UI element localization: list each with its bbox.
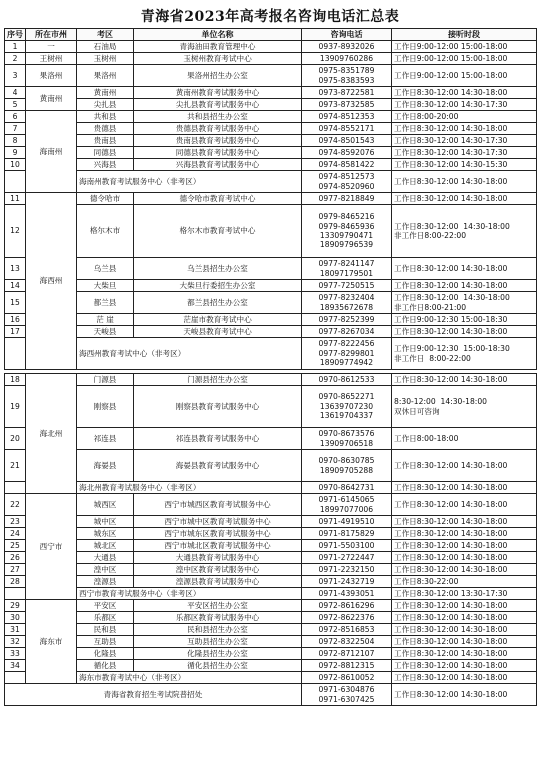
table-cell: 工作日8:30-12:00 14:30-18:00: [392, 516, 537, 528]
table-cell: 工作日8:30-12:00 14:30-18:00: [392, 123, 537, 135]
table-row: [5, 292, 537, 314]
table-cell: 德令哈市教育考试中心: [134, 193, 302, 205]
table-cell: 共和县: [77, 111, 134, 123]
table-cell: 28: [5, 576, 26, 588]
table-cell: 22: [5, 494, 26, 516]
table-cell: 民和县招生办公室: [134, 624, 302, 636]
table-row: [5, 450, 537, 482]
table-cell: 果洛州: [26, 65, 77, 87]
table-cell: 湟中区教育考试服务中心: [134, 564, 302, 576]
table-cell: 0972-8622376: [302, 612, 392, 624]
table-cell: 0971-2722447: [302, 552, 392, 564]
table-cell: 黄南州: [77, 87, 134, 99]
table-cell: 工作日9:00-12:00 15:00-18:00: [392, 65, 537, 87]
table-row: [5, 494, 537, 516]
table-cell: [5, 588, 26, 600]
table-cell: 0970-8673576 13909706518: [302, 428, 392, 450]
table-row: [5, 482, 537, 494]
table-cell: 工作日9:00-12:00 15:00-18:00: [392, 53, 537, 65]
table-cell: 同德县: [77, 147, 134, 159]
table-row: [5, 99, 537, 111]
table-cell: 0977-7250515: [302, 280, 392, 292]
table-cell: 民和县: [77, 624, 134, 636]
table-cell: 城北区: [77, 540, 134, 552]
table-cell: 海南州: [26, 111, 77, 193]
table-cell: 城西区: [77, 494, 134, 516]
table-row: [5, 374, 537, 386]
table-row: [5, 326, 537, 338]
table-cell: 0973-8722581: [302, 87, 392, 99]
table-cell: 7: [5, 123, 26, 135]
table-row: [5, 648, 537, 660]
table-cell: 13: [5, 258, 26, 280]
table-cell: 王树州: [26, 53, 77, 65]
table-cell: 化隆县招生办公室: [134, 648, 302, 660]
table-cell: 工作日8:30-12:00 14:30-18:00: [392, 684, 537, 706]
table-cell: 工作日8:30-12:00 14:30-18:00: [392, 374, 537, 386]
table-cell: 门源县招生办公室: [134, 374, 302, 386]
table-cell: 10: [5, 159, 26, 171]
table-cell: 西宁市城东区教育考试服务中心: [134, 528, 302, 540]
table-cell: 0972-8812315: [302, 660, 392, 672]
table-cell: 果洛州: [77, 65, 134, 87]
table-cell: 13909760286: [302, 53, 392, 65]
table-cell: 海西州: [26, 193, 77, 370]
table-cell: 都兰县招生办公室: [134, 292, 302, 314]
table-cell: 15: [5, 292, 26, 314]
table-cell: 工作日8:30-12:00 14:30-18:00: [392, 552, 537, 564]
table-cell: 玉树州教育考试中心: [134, 53, 302, 65]
table-row: [5, 600, 537, 612]
table-cell: 互助县招生办公室: [134, 636, 302, 648]
table-cell: 乐都区: [77, 612, 134, 624]
table-cell: 0979-8465216 0979-8465936 13309790471 18909796539: [302, 205, 392, 258]
table-cell: 格尔木市: [77, 205, 134, 258]
table-cell: 湟源县: [77, 576, 134, 588]
table-cell: 33: [5, 648, 26, 660]
table-cell: 25: [5, 540, 26, 552]
table-cell: 0974-8512353: [302, 111, 392, 123]
table-row: [5, 111, 537, 123]
table-cell: 德令哈市: [77, 193, 134, 205]
table-cell: 城中区: [77, 516, 134, 528]
table-cell: 海东市: [26, 600, 77, 684]
header-exam-area: 考区: [77, 29, 134, 41]
header-seq: 序号: [5, 29, 26, 41]
table-cell: 祁连县教育考试服务中心: [134, 428, 302, 450]
table-cell: 23: [5, 516, 26, 528]
table-cell: 工作日9:00-12:30 15:00-18:30 非工作日 8:00-22:00: [392, 338, 537, 370]
table-row: [5, 135, 537, 147]
table-cell: 工作日8:30-12:00 14:30-18:00: [392, 540, 537, 552]
table-cell: 工作日8:30-12:00 14:30-18:00: [392, 450, 537, 482]
table-cell: 工作日8:30-12:00 14:30-18:00: [392, 624, 537, 636]
table-cell: 0977-8218849: [302, 193, 392, 205]
table-cell: 茫 崖: [77, 314, 134, 326]
table-row: [5, 612, 537, 624]
table-cell: 工作日8:30-12:00 14:30-18:00: [392, 672, 537, 684]
table-row: [5, 428, 537, 450]
table-cell: 青海省教育招生考试院普招处: [5, 684, 302, 706]
table-cell: 工作日8:30-12:00 14:30-18:00: [392, 648, 537, 660]
table-cell: 0970-8630785 18909705288: [302, 450, 392, 482]
table-cell: 3: [5, 65, 26, 87]
table-row: [5, 258, 537, 280]
table-cell: 工作日8:30-12:00 14:30-18:00 非工作日8:00-22:00: [392, 205, 537, 258]
contact-table-part-1: [4, 28, 537, 370]
table-row: [5, 338, 537, 370]
table-cell: 湟源县教育考试服务中心: [134, 576, 302, 588]
table-row: [5, 684, 537, 706]
table-row: [5, 576, 537, 588]
table-cell: 0970-8652271 13639707230 13619704337: [302, 386, 392, 428]
table-cell: 海东市教育考试中心（非考区）: [77, 672, 302, 684]
table-cell: 34: [5, 660, 26, 672]
table-cell: 循化县: [77, 660, 134, 672]
table-cell: 贵南县教育考试服务中心: [134, 135, 302, 147]
table-cell: 11: [5, 193, 26, 205]
header-unit-name: 单位名称: [134, 29, 302, 41]
table-cell: 17: [5, 326, 26, 338]
table-cell: 0972-8516853: [302, 624, 392, 636]
table-cell: 工作日8:30-12:00 14:30-18:00: [392, 636, 537, 648]
header-row: [5, 29, 537, 41]
table-cell: 0977-8232404 18935672678: [302, 292, 392, 314]
table-cell: 大柴旦: [77, 280, 134, 292]
table-cell: 工作日8:30-12:00 14:30-18:00: [392, 171, 537, 193]
table-cell: 0974-8512573 0974-8520960: [302, 171, 392, 193]
table-cell: 0972-8610052: [302, 672, 392, 684]
table-cell: 工作日8:30-12:00 14:30-18:00: [392, 660, 537, 672]
table-cell: 0972-8616296: [302, 600, 392, 612]
table-cell: [5, 482, 26, 494]
table-cell: 0971-2232150: [302, 564, 392, 576]
table-row: [5, 147, 537, 159]
table-row: [5, 516, 537, 528]
table-row: [5, 53, 537, 65]
table-cell: 19: [5, 386, 26, 428]
table-cell: 工作日8:00-18:00: [392, 428, 537, 450]
table-cell: 大柴旦行委招生办公室: [134, 280, 302, 292]
table-cell: 海西州教育考试中心（非考区）: [77, 338, 302, 370]
table-cell: 兴海县: [77, 159, 134, 171]
header-hours: 接听时段: [392, 29, 537, 41]
table-row: [5, 314, 537, 326]
table-cell: 0971-8175829: [302, 528, 392, 540]
table-cell: 尖扎县教育考试服务中心: [134, 99, 302, 111]
table-cell: 工作日8:30-12:00 14:30-18:00: [392, 494, 537, 516]
table-cell: 共和县招生办公室: [134, 111, 302, 123]
table-cell: 互助县: [77, 636, 134, 648]
table-cell: 0977-8267034: [302, 326, 392, 338]
table-cell: 西宁市教育考试服务中心（非考区）: [77, 588, 302, 600]
table-row: [5, 123, 537, 135]
table-cell: 工作日8:30-12:00 14:30-18:00: [392, 600, 537, 612]
table-cell: 21: [5, 450, 26, 482]
table-cell: 格尔木市教育考试中心: [134, 205, 302, 258]
table-cell: 天峻县教育考试中心: [134, 326, 302, 338]
table-cell: 0972-8712107: [302, 648, 392, 660]
table-cell: 工作日8:30-12:00 14:30-18:00: [392, 564, 537, 576]
table-cell: 工作日8:30-12:00 14:30-18:00: [392, 87, 537, 99]
table-row: [5, 87, 537, 99]
table-row: [5, 65, 537, 87]
table-cell: 6: [5, 111, 26, 123]
table-cell: 工作日8:30-12:00 14:30-17:30: [392, 99, 537, 111]
table-cell: 兴海县教育考试服务中心: [134, 159, 302, 171]
table-cell: 工作日8:30-12:00 13:30-17:30: [392, 588, 537, 600]
table-cell: 乌兰县招生办公室: [134, 258, 302, 280]
table-cell: 西宁市: [26, 494, 77, 600]
table-cell: 茫崖市教育考试中心: [134, 314, 302, 326]
table-cell: 城东区: [77, 528, 134, 540]
table-row: [5, 171, 537, 193]
table-cell: 乐都区教育考试服务中心: [134, 612, 302, 624]
table-cell: 0970-8642731: [302, 482, 392, 494]
table-cell: 0977-8252399: [302, 314, 392, 326]
table-cell: 黄南州: [26, 87, 77, 111]
table-cell: 14: [5, 280, 26, 292]
table-cell: 工作日8:00-20:00: [392, 111, 537, 123]
table-row: [5, 386, 537, 428]
table-cell: 工作日8:30-12:00 14:30-17:30: [392, 147, 537, 159]
table-row: [5, 672, 537, 684]
table-cell: 0971-5503100: [302, 540, 392, 552]
table-cell: 24: [5, 528, 26, 540]
table-cell: 工作日8:30-12:00 14:30-18:00: [392, 193, 537, 205]
table-cell: 贵德县: [77, 123, 134, 135]
table-cell: 黄南州教育考试服务中心: [134, 87, 302, 99]
table-cell: 工作日8:30-12:00 14:30-18:00: [392, 258, 537, 280]
table-cell: 32: [5, 636, 26, 648]
table-cell: 27: [5, 564, 26, 576]
table-row: [5, 552, 537, 564]
table-row: [5, 624, 537, 636]
table-cell: 5: [5, 99, 26, 111]
table-cell: 贵南县: [77, 135, 134, 147]
table-cell: 天峻县: [77, 326, 134, 338]
table-cell: 大通县: [77, 552, 134, 564]
table-cell: 青海油田教育管理中心: [134, 41, 302, 53]
table-cell: 化隆县: [77, 648, 134, 660]
table-cell: 0972-8322504: [302, 636, 392, 648]
table-cell: 平安区: [77, 600, 134, 612]
header-prefecture: 所在市州: [26, 29, 77, 41]
table-cell: 都兰县: [77, 292, 134, 314]
table-cell: 乌兰县: [77, 258, 134, 280]
table-cell: 果洛州招生办公室: [134, 65, 302, 87]
table-cell: 0971-4393051: [302, 588, 392, 600]
table-cell: 0977-8241147 18097179501: [302, 258, 392, 280]
table-cell: [5, 672, 26, 684]
table-cell: 工作日8:30-12:00 14:30-18:00: [392, 612, 537, 624]
table-cell: 工作日8:30-12:00 14:30-18:00: [392, 482, 537, 494]
table-cell: 工作日8:30-12:00 14:30-15:30: [392, 159, 537, 171]
table-cell: 西宁市城中区教育考试服务中心: [134, 516, 302, 528]
table-cell: 平安区招生办公室: [134, 600, 302, 612]
header-phone: 咨询电话: [302, 29, 392, 41]
table-cell: 刚察县: [77, 386, 134, 428]
table-cell: 18: [5, 374, 26, 386]
table-cell: 0970-8612533: [302, 374, 392, 386]
table-cell: 0971-6145065 18997077006: [302, 494, 392, 516]
table-cell: [5, 338, 26, 370]
table-cell: 0974-8501543: [302, 135, 392, 147]
table-row: [5, 660, 537, 672]
table-cell: 8: [5, 135, 26, 147]
table-cell: 同德县教育考试服务中心: [134, 147, 302, 159]
table-cell: 4: [5, 87, 26, 99]
table-cell: 0974-8581422: [302, 159, 392, 171]
table-row: [5, 528, 537, 540]
table-cell: 海晏县: [77, 450, 134, 482]
contact-table-part-2: [4, 373, 537, 706]
table-cell: 海南州教育考试服务中心（非考区）: [77, 171, 302, 193]
table-cell: 工作日8:30-12:00 14:30-18:00 非工作日8:00-21:00: [392, 292, 537, 314]
table-row: [5, 540, 537, 552]
table-cell: 30: [5, 612, 26, 624]
table-cell: 西宁市城西区教育考试服务中心: [134, 494, 302, 516]
table-cell: 门源县: [77, 374, 134, 386]
table-cell: 2: [5, 53, 26, 65]
table-cell: 工作日9:00-12:30 15:00-18:30: [392, 314, 537, 326]
table-cell: 西宁市城北区教育考试服务中心: [134, 540, 302, 552]
table-cell: 玉树州: [77, 53, 134, 65]
table-row: [5, 205, 537, 258]
table-cell: 29: [5, 600, 26, 612]
table-cell: 石油局: [77, 41, 134, 53]
table-cell: 0971-2432719: [302, 576, 392, 588]
table-cell: 祁连县: [77, 428, 134, 450]
table-row: [5, 159, 537, 171]
table-cell: 0975-8351789 0975-8383593: [302, 65, 392, 87]
table-cell: [5, 171, 26, 193]
table-cell: 0974-8552171: [302, 123, 392, 135]
table-cell: 海北州教育考试服务中心（非考区）: [77, 482, 302, 494]
table-cell: 尖扎县: [77, 99, 134, 111]
table-cell: 12: [5, 205, 26, 258]
table-cell: 31: [5, 624, 26, 636]
table-cell: 0937-8932026: [302, 41, 392, 53]
table-cell: 16: [5, 314, 26, 326]
table-cell: 工作日8:30-12:00 14:30-17:30: [392, 135, 537, 147]
table-row: [5, 280, 537, 292]
table-cell: 工作日8:30-12:00 14:30-18:00: [392, 280, 537, 292]
table-row: [5, 193, 537, 205]
table-cell: 9: [5, 147, 26, 159]
table-row: [5, 636, 537, 648]
page-title: 青海省2023年高考报名咨询电话汇总表: [140, 9, 400, 25]
table-row: [5, 588, 537, 600]
table-cell: 刚察县教育考试服务中心: [134, 386, 302, 428]
table-cell: 0977-8222456 0977-8299801 18909774942: [302, 338, 392, 370]
table-cell: 8:30-12:00 14:30-18:00 双休日可咨询: [392, 386, 537, 428]
table-cell: 循化县招生办公室: [134, 660, 302, 672]
table-cell: 一: [26, 41, 77, 53]
table-cell: 工作日8:30-22:00: [392, 576, 537, 588]
table-cell: 海晏县教育考试服务中心: [134, 450, 302, 482]
table-cell: 贵德县教育考试服务中心: [134, 123, 302, 135]
table-row: [5, 564, 537, 576]
table-cell: 大通县教育考试服务中心: [134, 552, 302, 564]
table-cell: 26: [5, 552, 26, 564]
table-cell: 0971-4919510: [302, 516, 392, 528]
table-cell: 1: [5, 41, 26, 53]
table-cell: 工作日9:00-12:00 15:00-18:00: [392, 41, 537, 53]
table-cell: 工作日8:30-12:00 14:30-18:00: [392, 528, 537, 540]
table-row: [5, 41, 537, 53]
table-cell: 0971-6304876 0971-6307425: [302, 684, 392, 706]
table-cell: 湟中区: [77, 564, 134, 576]
table-cell: 0974-8592076: [302, 147, 392, 159]
table-cell: 20: [5, 428, 26, 450]
table-cell: 海北州: [26, 374, 77, 494]
table-cell: 0973-8732585: [302, 99, 392, 111]
table-cell: 工作日8:30-12:00 14:30-18:00: [392, 326, 537, 338]
